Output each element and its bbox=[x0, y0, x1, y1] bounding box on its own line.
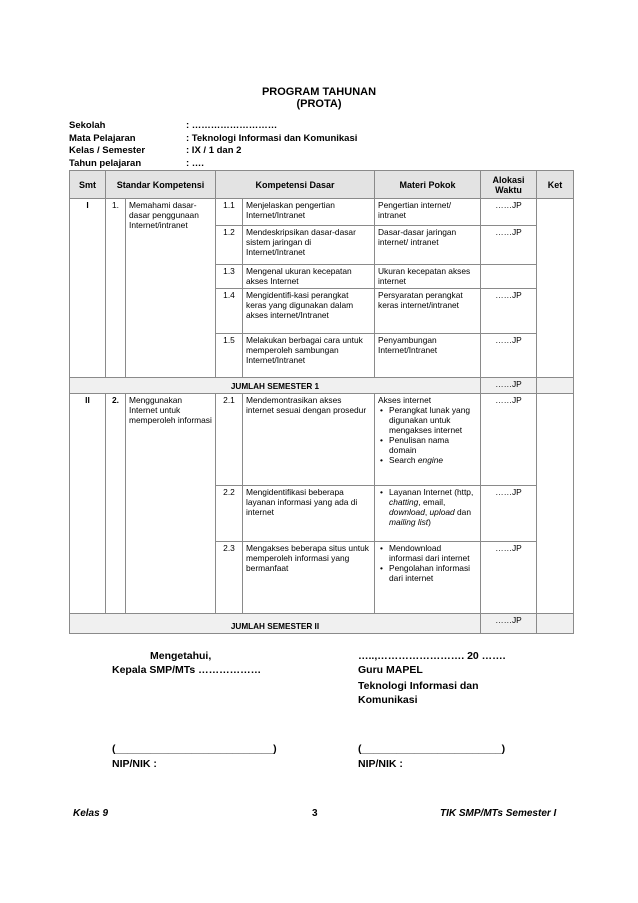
materi-list bbox=[378, 405, 477, 465]
alokasi-value bbox=[481, 265, 537, 289]
school-info bbox=[69, 120, 357, 170]
alokasi-value: ……JP bbox=[481, 199, 537, 226]
sign-right-role: Guru MAPEL bbox=[358, 664, 423, 676]
header-materi: Materi Pokok bbox=[375, 171, 481, 199]
kd-text: Mengidentifikasi beberapa layanan informasi yang ada di internet bbox=[243, 486, 375, 542]
sk-number: 1. bbox=[106, 199, 126, 378]
materi-text bbox=[375, 486, 481, 542]
kd-text: Mendemontrasikan akses internet sesuai dengan prosedur bbox=[243, 394, 375, 486]
alokasi-value: ……JP bbox=[481, 394, 537, 486]
materi-text: Ukuran kecepatan akses internet bbox=[375, 265, 481, 289]
semester-total-row bbox=[70, 614, 574, 634]
kd-text: Mengakses beberapa situs untuk memperoleh informasi yang bermanfaat bbox=[243, 542, 375, 614]
materi-text: Pengertian internet/ intranet bbox=[375, 199, 481, 226]
kd-number: 1.1 bbox=[216, 199, 243, 226]
info-row-class: Kelas / Semester : IX / 1 dan 2 bbox=[69, 145, 242, 156]
header-ket: Ket bbox=[537, 171, 574, 199]
table-row bbox=[70, 394, 574, 486]
alokasi-value: ……JP bbox=[481, 289, 537, 334]
document-subtitle: (PROTA) bbox=[296, 98, 342, 110]
kd-number: 1.2 bbox=[216, 226, 243, 265]
alokasi-value: ……JP bbox=[481, 226, 537, 265]
sign-right-date: …..,……………………. 20 ……. bbox=[358, 650, 506, 662]
alokasi-value: ……JP bbox=[481, 486, 537, 542]
sign-right-subject-2: Komunikasi bbox=[358, 694, 418, 706]
ket-cell bbox=[537, 394, 574, 614]
list-item: • Layanan Internet (http, chatting, email, download, upload dan mailing list) bbox=[389, 487, 477, 527]
sk-number: 2. bbox=[106, 394, 126, 614]
table-header bbox=[70, 171, 574, 199]
sign-left-line: (___________________________) bbox=[112, 743, 277, 755]
kd-number: 1.5 bbox=[216, 334, 243, 378]
materi-heading: Akses internet bbox=[378, 395, 432, 405]
prota-table bbox=[69, 170, 574, 634]
kd-text: Melakukan berbagai cara untuk memperoleh sambungan Internet/Intranet bbox=[243, 334, 375, 378]
sign-left-role: Kepala SMP/MTs ……………… bbox=[112, 664, 262, 676]
info-row-year: Tahun pelajaran : …. bbox=[69, 157, 204, 169]
header-smt: Smt bbox=[70, 171, 106, 199]
materi-text: Penyambungan Internet/Intranet bbox=[375, 334, 481, 378]
sign-left-nip: NIP/NIK : bbox=[112, 758, 157, 770]
kd-number: 2.1 bbox=[216, 394, 243, 486]
kd-number: 1.3 bbox=[216, 265, 243, 289]
kd-number: 1.4 bbox=[216, 289, 243, 334]
footer-class: Kelas 9 bbox=[73, 808, 109, 819]
footer-subject: TIK SMP/MTs Semester I bbox=[440, 808, 557, 819]
kd-number: 2.2 bbox=[216, 486, 243, 542]
alokasi-value: ……JP bbox=[481, 334, 537, 378]
ket-cell bbox=[537, 614, 574, 634]
page-number: 3 bbox=[312, 808, 318, 819]
list-item: • Perangkat lunak yang digunakan untuk mengakses internet bbox=[389, 405, 477, 435]
semester-total-label: JUMLAH SEMESTER II bbox=[70, 614, 481, 634]
alokasi-value: ……JP bbox=[481, 542, 537, 614]
materi-list bbox=[378, 543, 477, 583]
header-alokasi: Alokasi Waktu bbox=[481, 171, 537, 199]
semester-total-value: ……JP bbox=[481, 614, 537, 634]
materi-text bbox=[375, 542, 481, 614]
semester-total-value: ……JP bbox=[481, 378, 537, 394]
header-kd: Kompetensi Dasar bbox=[216, 171, 375, 199]
kd-text: Mendeskripsikan dasar-dasar sistem jaringan di Internet/Intranet bbox=[243, 226, 375, 265]
semester-number: I bbox=[70, 199, 106, 378]
semester-number: II bbox=[70, 394, 106, 614]
info-row-subject: Mata Pelajaran : Teknologi Informasi dan Komunikasi bbox=[69, 132, 358, 144]
kd-number: 2.3 bbox=[216, 542, 243, 614]
list-item: • Search engine bbox=[389, 455, 477, 465]
ket-cell bbox=[537, 199, 574, 378]
kd-text: Mengenal ukuran kecepatan akses Internet bbox=[243, 265, 375, 289]
sk-text: Memahami dasar-dasar penggunaan Internet/intranet bbox=[126, 199, 216, 378]
materi-text: Dasar-dasar jaringan internet/ intranet bbox=[375, 226, 481, 265]
document-title: PROGRAM TAHUNAN bbox=[261, 86, 377, 98]
table-row bbox=[70, 199, 574, 226]
sign-left-greeting: Mengetahui, bbox=[150, 650, 212, 662]
kd-text: Menjelaskan pengertian Internet/Intranet bbox=[243, 199, 375, 226]
sign-right-subject-1: Teknologi Informasi dan bbox=[358, 680, 479, 692]
materi-list bbox=[378, 487, 477, 527]
semester-total-label: JUMLAH SEMESTER 1 bbox=[70, 378, 481, 394]
materi-text bbox=[375, 394, 481, 486]
kd-text: Mengidentifi-kasi perangkat keras yang digunakan dalam akses internet/Intranet bbox=[243, 289, 375, 334]
sign-right-line: (________________________) bbox=[358, 743, 506, 755]
list-item: • Penulisan nama domain bbox=[389, 435, 477, 455]
ket-cell bbox=[537, 378, 574, 394]
info-row-school: Sekolah : ……………………… bbox=[69, 120, 278, 131]
list-item: • Pengolahan informasi dari internet bbox=[389, 563, 477, 583]
semester-total-row bbox=[70, 378, 574, 394]
list-item: • Mendownload informasi dari internet bbox=[389, 543, 477, 563]
sign-right-nip: NIP/NIK : bbox=[358, 758, 403, 770]
materi-text: Persyaratan perangkat keras internet/intranet bbox=[375, 289, 481, 334]
sk-text: Menggunakan Internet untuk memperoleh informasi bbox=[126, 394, 216, 614]
header-sk: Standar Kompetensi bbox=[106, 171, 216, 199]
